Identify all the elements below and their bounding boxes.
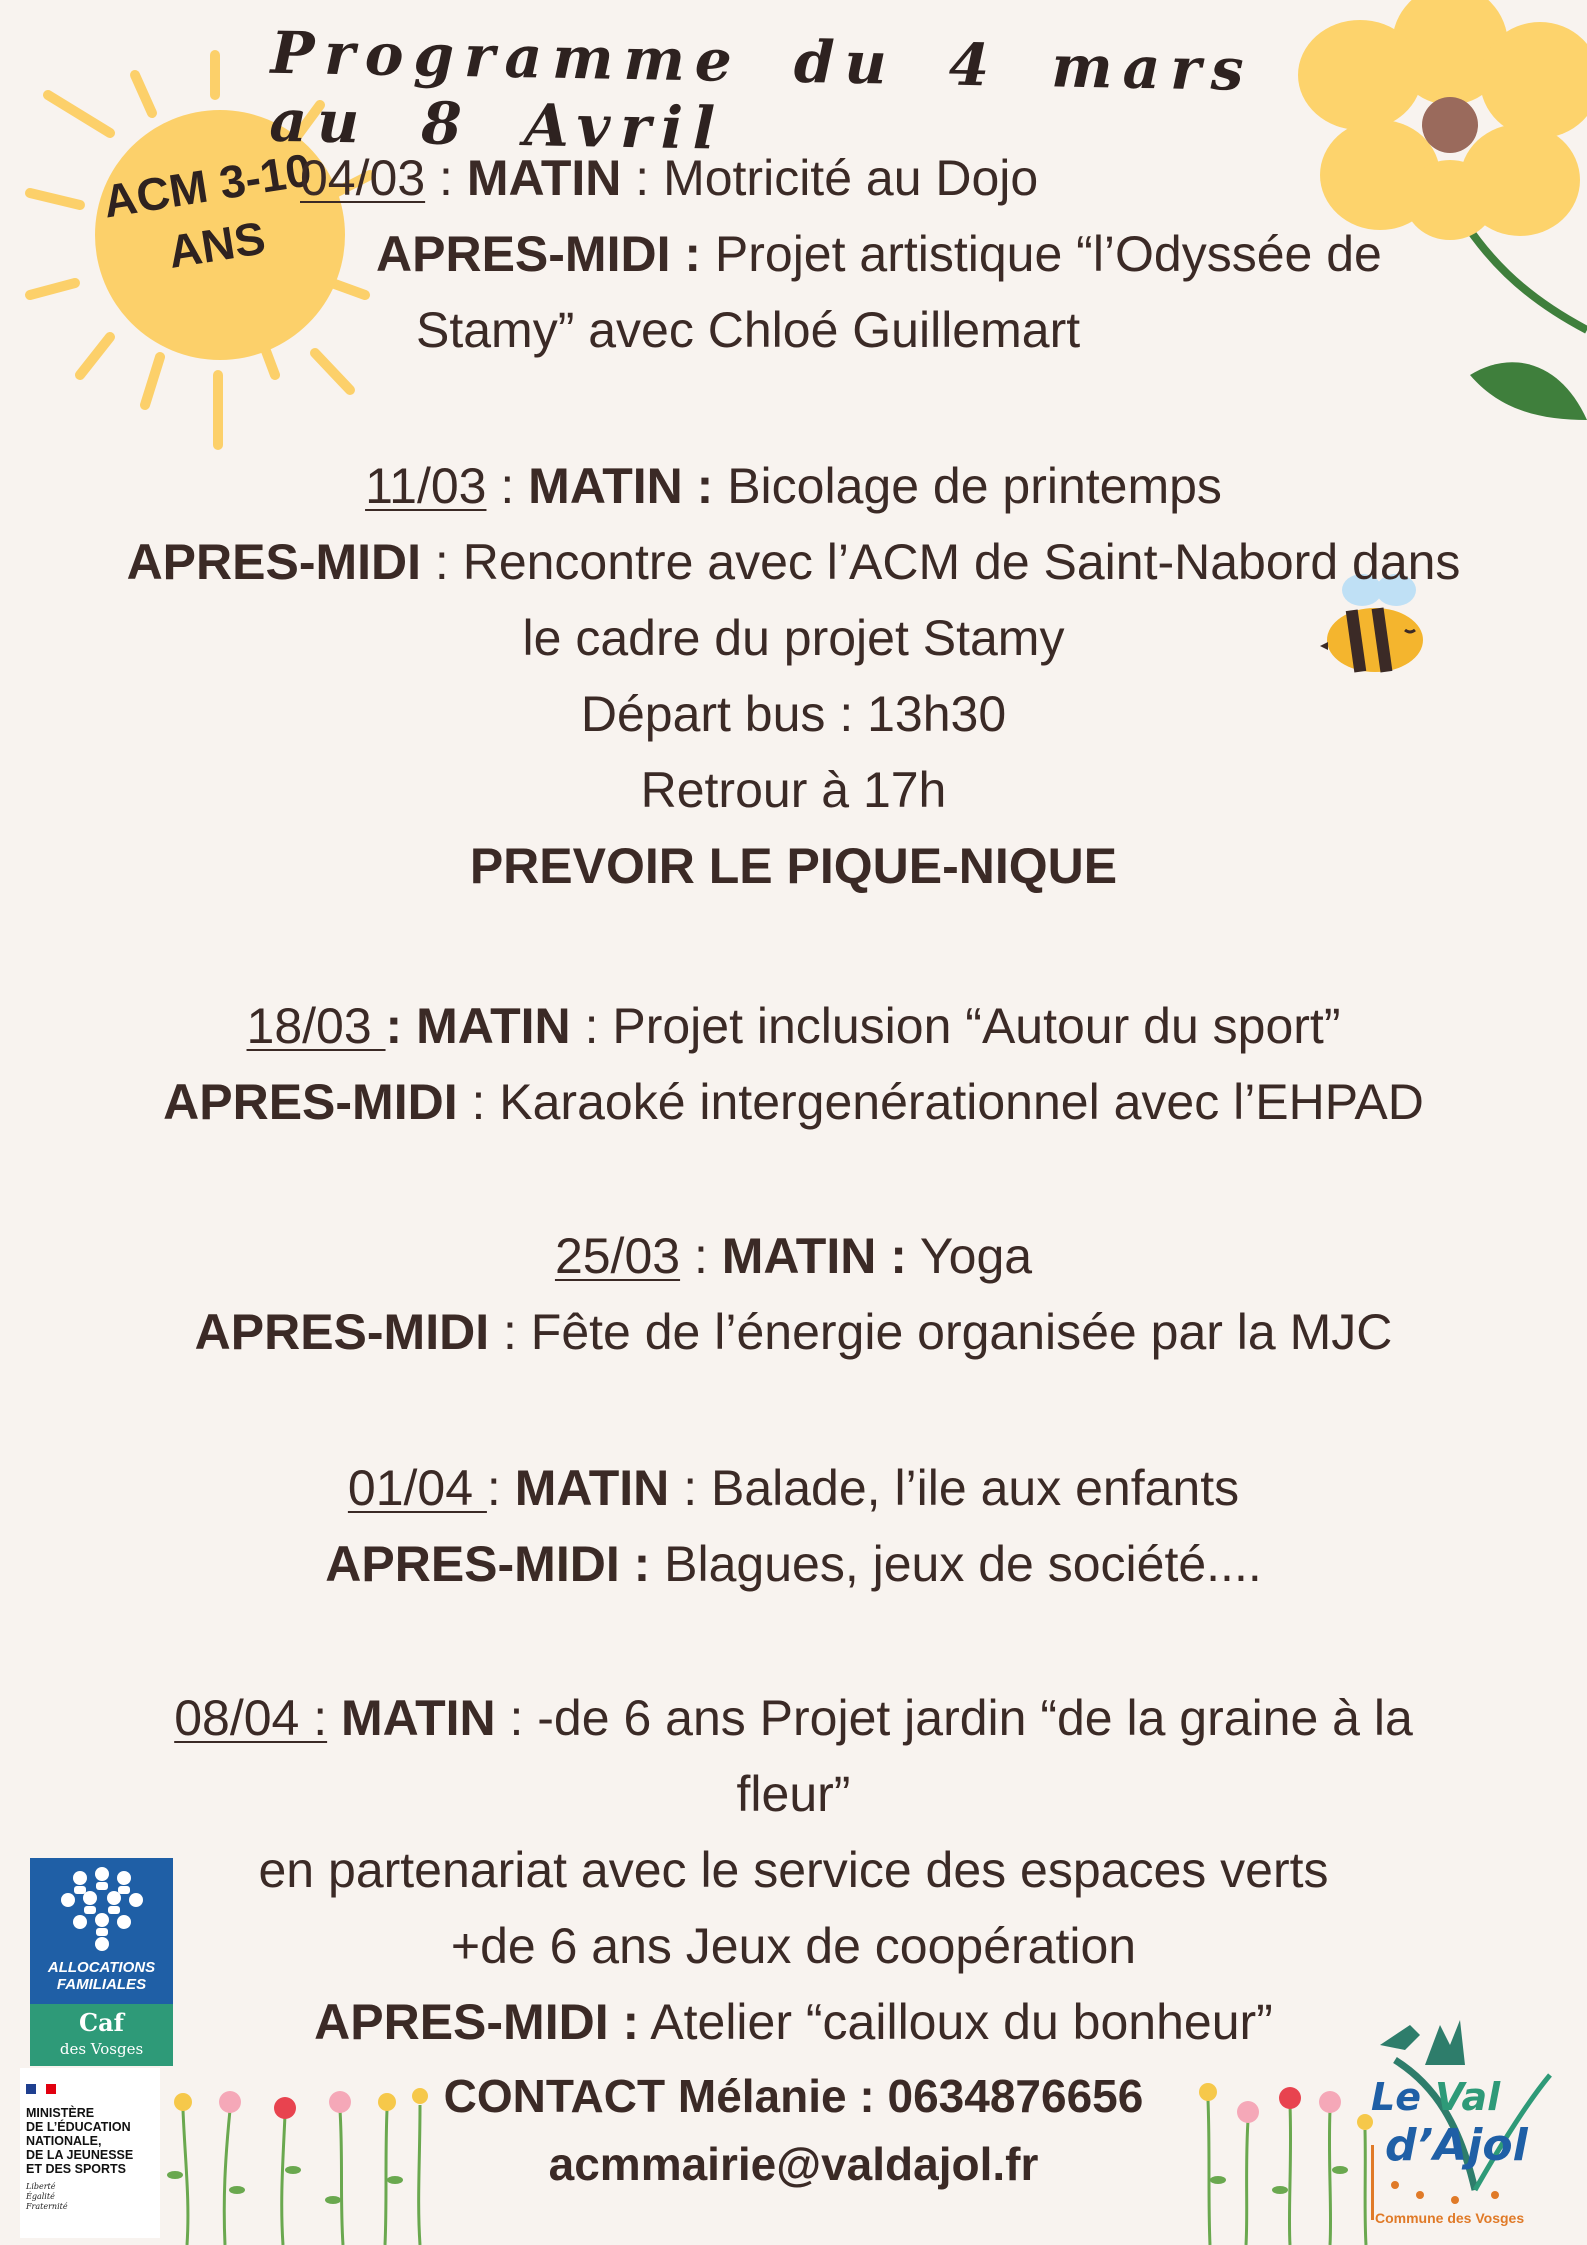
afternoon-label: APRES-MIDI	[163, 1074, 458, 1130]
contact-phone: CONTACT Mélanie : 0634876656	[443, 2070, 1144, 2122]
morning-label: MATIN :	[721, 1228, 907, 1284]
small-flowers-icon	[1190, 2070, 1380, 2245]
afternoon-label: APRES-MIDI :	[376, 226, 701, 282]
morning-label: MATIN :	[528, 458, 714, 514]
caf-logo	[30, 1858, 173, 2066]
afternoon-text: : Fête de l’énergie organisée par la MJC	[489, 1304, 1393, 1360]
val-subtitle: Commune des Vosges	[1375, 2210, 1525, 2226]
day-date: 04/03	[300, 150, 426, 206]
morning-text: : Motricité au Dojo	[621, 150, 1039, 206]
morning-text: : Projet inclusion “Autour du sport”	[570, 998, 1341, 1054]
afternoon-label: APRES-MIDI :	[325, 1536, 651, 1592]
afternoon-label: APRES-MIDI	[194, 1304, 490, 1360]
morning-label: : MATIN	[385, 998, 571, 1054]
caf-line-2: FAMILIALES	[56, 1976, 147, 1993]
ministere-line: MINISTÈRE	[26, 2106, 95, 2120]
motto-line: Liberté	[26, 2182, 56, 2191]
french-flag-icon	[26, 2084, 56, 2094]
val-name-1: Le	[1371, 2075, 1421, 2119]
morning-text: : -de 6 ans Projet jardin “de la graine à la	[495, 1690, 1413, 1746]
afternoon-text: : Karaoké intergenérationnel avec l’EHPAD	[457, 1074, 1424, 1130]
ministere-line: DE LA JEUNESSE	[26, 2148, 134, 2162]
small-flowers-icon	[165, 2080, 435, 2245]
val-dajol-logo	[1365, 2005, 1555, 2240]
motto-line: Fraternité	[26, 2202, 68, 2211]
morning-text: Bicolage de printemps	[713, 458, 1222, 514]
day-date: 18/03	[246, 998, 386, 1054]
motto-line: Égalité	[26, 2192, 55, 2201]
caf-region: des Vosges	[59, 2040, 144, 2058]
morning-text: Yoga	[906, 1228, 1033, 1284]
ministere-line: NATIONALE,	[26, 2134, 102, 2148]
detail-line: Départ bus : 13h30	[580, 686, 1007, 742]
caf-line-1: ALLOCATIONS	[47, 1959, 156, 1976]
detail-line: +de 6 ans Jeux de coopération	[450, 1918, 1137, 1974]
val-name-2: Val	[1435, 2075, 1501, 2119]
day-date: 01/04	[347, 1460, 487, 1516]
afternoon-text: Projet artistique “l’Odyssée de	[701, 226, 1382, 282]
badge-line-2: ANS	[164, 211, 269, 278]
morning-label: MATIN	[514, 1460, 670, 1516]
day-block-5: 01/04 : MATIN : Balade, l’ile aux enfants APRES-MIDI : Blagues, jeux de société....	[325, 1460, 1262, 1592]
detail-line: le cadre du projet Stamy	[522, 610, 1065, 666]
day-date: 11/03	[365, 458, 487, 514]
day-block-3	[0, 988, 1587, 1140]
afternoon-label: APRES-MIDI :	[314, 1994, 640, 2050]
day-date: 25/03	[554, 1228, 681, 1284]
day-date: 08/04 :	[174, 1690, 328, 1746]
detail-line: fleur”	[736, 1766, 851, 1822]
ministere-line: ET DES SPORTS	[26, 2162, 127, 2176]
badge-line-1: ACM 3-10	[99, 143, 315, 228]
afternoon-text-continued: Stamy” avec Chloé Guillemart	[416, 302, 1081, 358]
caf-name: Caf	[79, 2008, 124, 2037]
contact-email[interactable]: acmmairie@valdajol.fr	[548, 2138, 1039, 2190]
afternoon-text: Atelier “cailloux du bonheur”	[639, 1994, 1273, 2050]
detail-line: Retrour à 17h	[640, 762, 947, 818]
afternoon-text: : Rencontre avec l’ACM de Saint-Nabord dans	[421, 534, 1461, 590]
day-block-2: 11/03 : MATIN : Bicolage de printemps APRES-MIDI : Rencontre avec l’ACM de Saint-Nabord dans le cadre du projet Stamy Départ bus : 13h30 Retrour à 17h PREVOIR LE PIQUE-NIQUE	[0, 448, 1587, 904]
page-title: Programme du 4 mars au 8 Avril	[268, 18, 1255, 163]
day-block-6	[0, 1680, 1587, 2060]
morning-label: MATIN	[341, 1690, 496, 1746]
val-name-3: d’Ajol	[1385, 2120, 1528, 2171]
morning-label: MATIN	[466, 150, 622, 206]
detail-line: en partenariat avec le service des espaces verts	[258, 1842, 1329, 1898]
ministere-logo	[20, 2068, 160, 2238]
afternoon-label: APRES-MIDI	[126, 534, 422, 590]
picnic-note: PREVOIR LE PIQUE-NIQUE	[469, 838, 1118, 894]
val-dajol-tree-icon	[1365, 2005, 1555, 2240]
caf-people-icon	[30, 1858, 173, 1958]
day-block-1: 04/03 : MATIN : Motricité au Dojo APRES-MIDI : Projet artistique “l’Odyssée de Stamy” avec Chloé Guillemart	[0, 140, 1587, 368]
day-block-4: 25/03 : MATIN : Yoga APRES-MIDI : Fête de l’énergie organisée par la MJC	[194, 1228, 1393, 1360]
ministere-line: DE L’ÉDUCATION	[26, 2120, 131, 2134]
afternoon-text: Blagues, jeux de société....	[650, 1536, 1262, 1592]
morning-text: : Balade, l’ile aux enfants	[669, 1460, 1240, 1516]
